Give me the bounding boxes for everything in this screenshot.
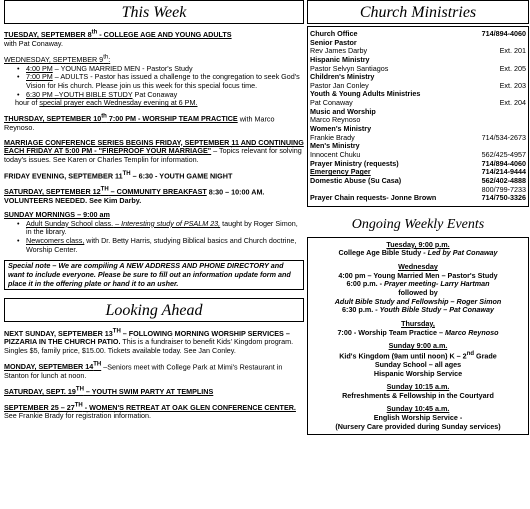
ministry-phone: 714/894-4060 [481,29,526,38]
ministry-label: Hispanic Ministry [310,54,370,64]
event-saturday: SATURDAY, SEPTEMBER 12TH – COMMUNITY BREAKFAST 8:30 – 10:00 AM. VOLUNTEERS NEEDED. See Kim Darby. [4,186,265,205]
ongoing-title: Ongoing Weekly Events [351,216,485,232]
ministry-label: Prayer Ministry (requests) [310,158,399,168]
ministries-directory [307,26,529,207]
ministry-phone: 562/425-4957 [481,149,526,159]
looking-ahead-title: Looking Ahead [4,298,304,322]
list-item: • Adult Sunday School class. – Interesting study of PSALM 23, taught by Roger Simon, in the library. [4,220,304,237]
left-column [4,0,304,421]
event-swim-party: SATURDAY, SEPT. 19TH – YOUTH SWIM PARTY AT TEMPLINS [4,386,214,396]
ongoing-events: Tuesday, 9:00 p.m. College Age Bible Study - Led by Pat Conaway Wednesday 4:00 pm – Young Married Men – Pastor's Study 6:00 p.m. - Prayer meeting- Larry Hartman followed by Adult Bible Study and Fellowship – Roger Simon 6:30 p.m. - Youth Bible Study – Pat Conaway Thursday, 7:00 - Worship Team Practice – Marco Reynoso Sunday 9:00 a.m. Kid's Kingdom (9am until noon) K – 2nd Grade Sunday School – all ages Hispanic Worship Service Sunday 10:15 a.m. Refreshments & Fellowship in the Courtyard Sunday 10:45 a.m. English Worship Service - (Nursery Care provided during Sunday services) [307,237,529,436]
event-womens-retreat: SEPTEMBER 25 – 27TH - WOMEN'S RETREAT AT OAK GLEN CONFERENCE CENTER. See Frankie Brady for registration information. [4,402,296,421]
event-sunday-mornings: SUNDAY MORNINGS – 9:00 am • Adult Sunday School class. – Interesting study of PSALM 23, taught by Roger Simon, in the library. • Newcomers class, with Dr. Betty Harris, studying Biblical basics and Church doctrine, Worship Center. [4,211,304,254]
ministry-label: Church Office [310,29,358,38]
ministry-label: Marco Reynoso [310,115,361,125]
ministry-label: Innocent Chuku [310,149,361,159]
ministry-phone: Ext. 205 [499,63,526,73]
list-item: • 4:00 PM – YOUNG MARRIED MEN - Pastor's Study [4,65,304,74]
event-next-sunday: NEXT SUNDAY, SEPTEMBER 13TH – FOLLOWING MORNING WORSHIP SERVICES – PIZZARIA IN THE CHURCH PATIO. This is a fundraiser to benefit Kids' Kingdom program. Singles $5, family price, $15.00. Tickets available today. See Jan Conley. [4,328,294,355]
ministry-phone: 800/799-7233 [481,184,526,194]
event-wednesday: WEDNESDAY, SEPTEMBER 9th: • 4:00 PM – YOUNG MARRIED MEN - Pastor's Study • 7:00 PM – ADULTS - Pastor has issued a challenge to the congregation to seek God's Vision for His church. Please join us this week for this special focus time. • 6:30 PM –YOUTH BIBLE STUDY Pat Conaway hour of special prayer each Wednesday evening at 6 PM. [4,55,304,108]
list-item: • 7:00 PM – ADULTS - Pastor has issued a challenge to the congregation to seek God's Vision for His church. Please join us this week for this special focus time. [4,73,304,90]
event-thursday: THURSDAY, SEPTEMBER 10th 7:00 PM - WORSHIP TEAM PRACTICE with Marco Reynoso. [4,113,275,132]
list-item: • Newcomers class, with Dr. Betty Harris, studying Biblical basics and Church doctrine, Worship Center. [4,237,304,254]
ministry-label: Pastor Selvyn Santiagos [310,63,389,73]
ministry-label: Pastor Jan Conley [310,80,369,90]
ministry-label: Frankie Brady [310,132,355,142]
event-friday: FRIDAY EVENING, SEPTEMBER 11TH – 6:30 - YOUTH GAME NIGHT [4,170,233,180]
ministry-label: Children's Ministry [310,72,375,82]
special-note: Special note – We are compiling A NEW ADDRESS AND PHONE DIRECTORY and want to include everyone. Please be sure to fill out an information update form and place it in the offering plate or hand it to an usher. [4,260,304,290]
ministry-label: Prayer Chain requests- Jonne Brown [310,193,437,203]
ministry-phone: 714/894-4060 [481,158,526,168]
list-item: • 6:30 PM –YOUTH BIBLE STUDY Pat Conaway [4,91,304,100]
ministry-row [310,194,526,203]
ministry-label: Rev James Darby [310,46,368,56]
ministry-label: Men's Ministry [310,141,360,151]
event-tuesday: TUESDAY, SEPTEMBER 8th - COLLEGE AGE AND YOUNG ADULTS with Pat Conaway. [4,30,232,49]
ministry-label: Emergency Pager [310,167,371,177]
ministry-phone: 562/402-4888 [481,175,526,185]
ministry-phone: Ext. 204 [499,98,526,108]
ministry-phone: 714/534-2673 [481,132,526,142]
ministry-label: Women's Ministry [310,124,372,134]
ministry-label: Senior Pastor [310,37,357,47]
this-week-title: This Week [4,0,304,24]
event-marriage-conference: MARRIAGE CONFERENCE SERIES BEGINS FRIDAY, SEPTEMBER 11 AND CONTINUING EACH FRIDAY AT 5:00 PM - "FIREPROOF YOUR MARRIAGE" – Topics relevant for solving today's issues. See Karen or Charles Templin for information. [4,137,304,164]
ministry-label: Youth & Young Adults Ministries [310,89,421,99]
ministry-phone: Ext. 201 [499,46,526,56]
church-ministries-title: Church Ministries [307,0,529,24]
ministry-label: Pat Conaway [310,98,353,108]
ministry-label: Domestic Abuse (Su Casa) [310,175,402,185]
ministry-label: Music and Worship [310,106,376,116]
ministry-phone: 714/214-9444 [481,167,526,177]
event-monday: MONDAY, SEPTEMBER 14TH –Seniors meet with College Park at Mimi's Restaurant in Stanton for lunch at noon. [4,361,283,380]
right-column [307,0,529,435]
ministry-phone: Ext. 203 [499,80,526,90]
ministry-phone: 714/750-3326 [481,193,526,203]
